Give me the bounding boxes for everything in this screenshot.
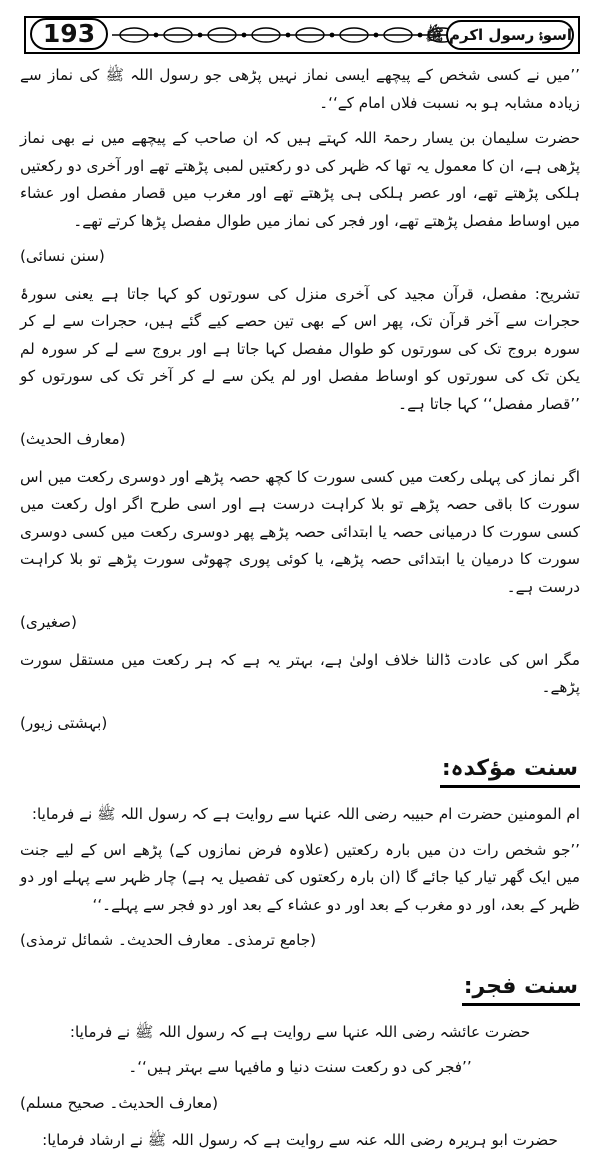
section-heading: سنت فجر: xyxy=(462,971,580,1006)
section-heading-block xyxy=(20,753,580,793)
paragraph: حضرت ابو ہریرہ رضی اللہ عنہ سے روایت ہے کہ رسول اللہ ﷺ نے ارشاد فرمایا: xyxy=(42,1131,558,1149)
citation: (معارف الحدیث) xyxy=(20,430,126,448)
paragraph: حضرت عائشہ رضی اللہ عنہا سے روایت ہے کہ رسول اللہ ﷺ نے فرمایا: xyxy=(69,1022,531,1041)
paragraph: ام المومنین حضرت ام حبیبہ رضی اللہ عنہا سے روایت ہے کہ رسول اللہ ﷺ نے فرمایا: xyxy=(31,805,580,823)
paragraph: تشریح: مفصل، قرآن مجید کی آخری منزل کی سورتوں کو کہا جاتا ہے یعنی سورۂ حجرات سے آخر قرآن تک، پھر اس کے بھی تین حصے کیے گئے ہیں، حجرات سے لے کر سورہ بروج تک کی سورتوں کو طوال مفصل کہا جاتا ہے اور بروج سے لے کر سورہ لم یکن تک کی سورتوں کو اوساط مفصل اور لم یکن سے لے کر آخر تک کی سورتوں کو ’’قصار مفصل‘‘ کہا جاتا ہے۔ xyxy=(20,284,580,413)
page-header xyxy=(24,16,580,54)
paragraph: حضرت سلیمان بن یسار رحمۃ اللہ کہتے ہیں کہ ان صاحب کے پیچھے میں نے بھی نماز پڑھی ہے، ان کا معمول یہ تھا کہ ظہر کی دو رکعتیں لمبی پڑھتے تھے اور آخری دو رکعتیں ہلکی پڑھتے تھے، اور عصر ہلکی ہی پڑھتے تھے اور مغرب میں قصار مفصل اور عشاء میں اوساط مفصل پڑھتے تھے، اور فجر کی نماز میں طوال مفصل پڑھا کرتے تھے۔ xyxy=(20,129,580,230)
paragraph: ’’فجر کی دو رکعت سنت دنیا و مافیہا سے بہتر ہیں‘‘۔ xyxy=(128,1058,472,1076)
header-ornament-icon xyxy=(112,24,462,46)
citation: (معارف الحدیث۔ صحیح مسلم) xyxy=(20,1093,219,1112)
paragraph: ’’میں نے کسی شخص کے پیچھے ایسی نماز نہیں پڑھی جو رسول اللہ ﷺ کی نماز سے زیادہ مشابہ ہو بہ نسبت فلاں امام کے‘‘۔ xyxy=(20,66,580,112)
book-title: اسوۂ رسول اکرم ﷺ xyxy=(446,20,574,50)
citation: (سنن نسائی) xyxy=(20,247,105,265)
page-number: 193 xyxy=(30,18,108,50)
page-body xyxy=(20,62,580,1149)
paragraph: اگر نماز کی پہلی رکعت میں کسی سورت کا کچھ حصہ پڑھے اور دوسری رکعت میں اس سورت کا باقی حصہ پڑھے تو بلا کراہت درست ہے اور اسی طرح اگر اول رکعت میں کسی سورت کا درمیانی حصہ یا ابتدائی حصہ پڑھے پھر دوسری رکعت میں کسی دوسری سورت کا درمیان یا ابتدائی حصہ پڑھے، یا کوئی پوری چھوٹی سورت پڑھے تو بلا کراہت درست ہے۔ xyxy=(20,467,580,596)
citation: (صغیری) xyxy=(20,613,77,631)
paragraph: مگر اس کی عادت ڈالنا خلاف اولیٰ ہے، بہتر یہ ہے کہ ہر رکعت میں مستقل سورت پڑھے۔ xyxy=(20,650,580,696)
paragraph: ’’جو شخص رات دن میں بارہ رکعتیں (علاوہ فرض نمازوں کے) پڑھے اس کے لیے جنت میں ایک گھر تیار کیا جائے گا (ان بارہ رکعتوں کی تفصیل یہ ہے) چار ظہر سے پہلے اور دو ظہر کے بعد، اور دو مغرب کے بعد اور دو عشاء کے بعد اور دو فجر سے پہلے۔‘‘ xyxy=(20,840,580,914)
citation: (جامع ترمذی۔ معارف الحدیث۔ شمائل ترمذی) xyxy=(20,931,317,949)
section-heading-block xyxy=(20,971,580,1011)
citation: (بہشتی زیور) xyxy=(20,713,108,732)
section-heading: سنت مؤکدہ: xyxy=(440,753,580,788)
